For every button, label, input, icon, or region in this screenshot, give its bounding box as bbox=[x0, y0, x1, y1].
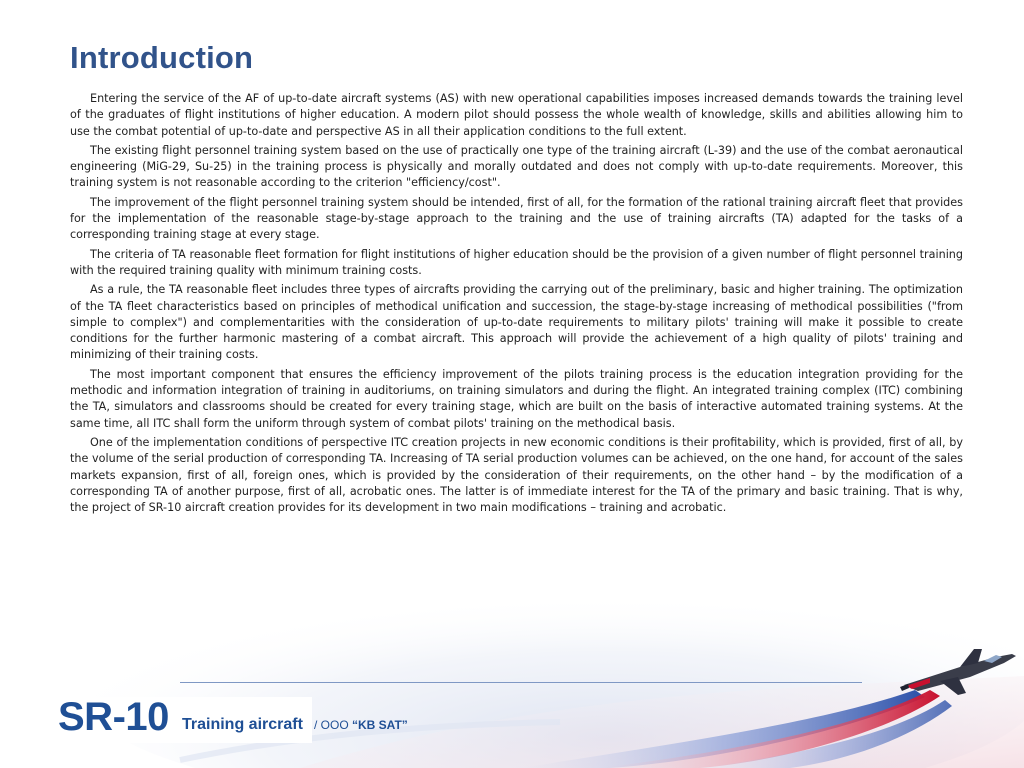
paragraph: As a rule, the TA reasonable fleet includes three types of aircrafts providing the carrying out of the preliminary, basic and higher training. The optimization of the TA fleet characteristics based on principles of methodical unification and succession, the stage-by-stage increasing of methodical possibilities ("from simple to complex") and complementarities with the consideration of up-to-date requirements to military pilots' training will make it possible to create conditions for the further harmonic mastering of a combat aircraft. This approach will provide the achievement of a high quality of pilots' training and minimizing of their training costs. bbox=[70, 283, 963, 362]
company-prefix: / OOO bbox=[314, 718, 353, 732]
paragraph: The criteria of TA reasonable fleet formation for flight institutions of higher education should be the provision of a given number of flight personnel training with the required training quality with minimum training costs. bbox=[70, 247, 963, 277]
footer-divider bbox=[180, 682, 862, 683]
page-title: Introduction bbox=[70, 40, 254, 75]
paragraph: The most important component that ensures the efficiency improvement of the pilots training process is the education integration providing for the methodic and information integration of training in auditoriums, on training simulators and during the flight. An integrated training complex (ITC) combining the TA, simulators and classrooms should be created for every training stage, which are built on the basis of interactive automated training systems. At the same time, all ITC shall form the uniform through system of combat pilots' training on the methodical basis. bbox=[70, 367, 963, 430]
brand-subtitle: Training aircraft bbox=[182, 716, 303, 733]
body-text bbox=[70, 91, 963, 519]
brand-logo: SR-10 bbox=[58, 695, 169, 739]
paragraph: One of the implementation conditions of perspective ITC creation projects in new economic conditions is their profitability, which is provided, first of all, by the volume of the serial production of corresponding TA. Increasing of TA serial production volumes can be achieved, on the one hand, for account of the sales markets expansion, first of all, foreign ones, which is provided by the consideration of their requirements, on the other hand – by the modification of a corresponding TA of another purpose, first of all, acrobatic ones. The latter is of immediate interest for the TA of the primary and basic training. That is why, the project of SR-10 aircraft creation provides for its development in two main modifications – training and acrobatic. bbox=[70, 435, 963, 515]
paragraph: Entering the service of the AF of up-to-date aircraft systems (AS) with new operational capabilities imposes increased demands towards the training level of the graduates of flight institutions of higher education. A modern pilot should possess the whole wealth of knowledge, skills and abilities allowing him to use the combat potential of up-to-date and perspective AS in all their application conditions to the full extent. bbox=[70, 92, 963, 138]
company-name bbox=[314, 716, 408, 734]
paragraph: The existing flight personnel training system based on the use of practically one type of the training aircraft (L-39) and the use of the combat aeronautical engineering (MiG-29, Su-25) in the training process is physically and morally outdated and does not comply with up-to-date requirements. Moreover, this training system is not reasonable according to the criterion "efficiency/cost". bbox=[70, 143, 963, 190]
company-title: “KB SAT” bbox=[352, 718, 408, 732]
jet-aircraft-icon bbox=[900, 645, 1018, 703]
paragraph: The improvement of the flight personnel training system should be intended, first of all, for the formation of the rational training aircraft fleet that provides for the implementation of the reasonable stage-by-stage approach to the training and the use of training aircrafts (TA) adapted for the tasks of a corresponding training stage at every stage. bbox=[70, 195, 963, 242]
